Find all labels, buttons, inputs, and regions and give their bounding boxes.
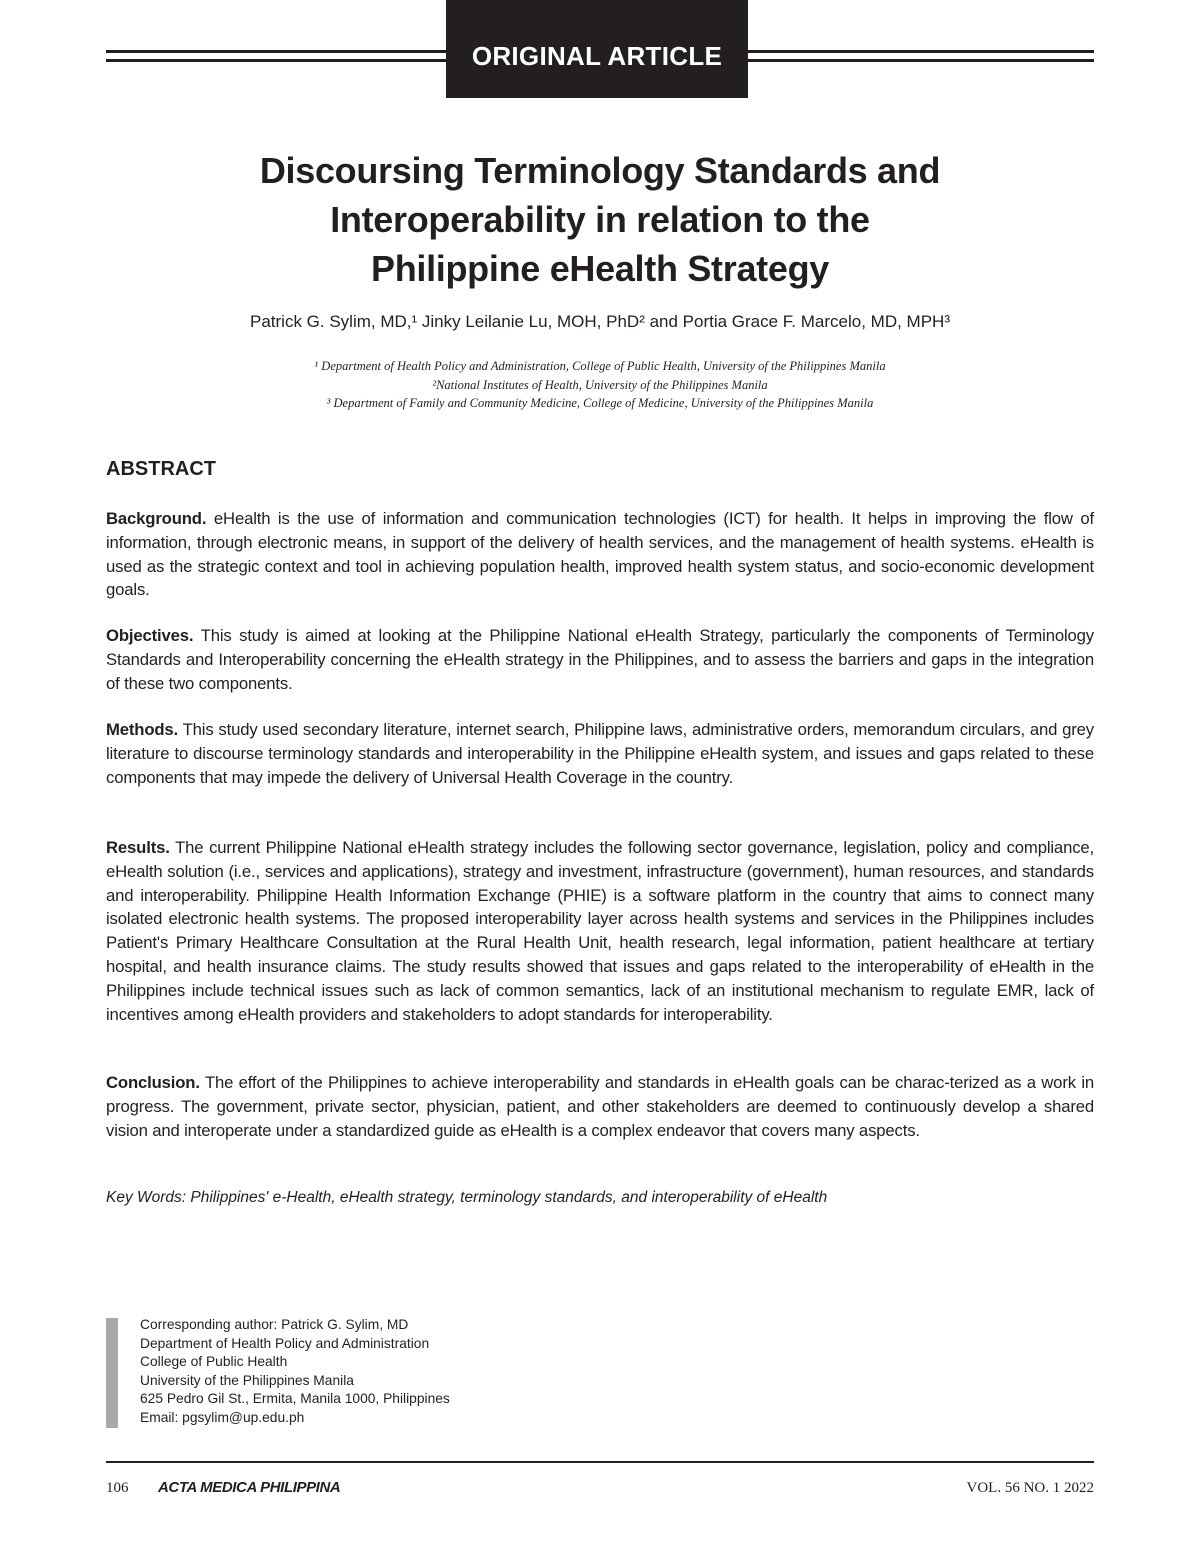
correspondence-line: College of Public Health [140,1354,288,1370]
section-label: Objectives. [106,626,194,645]
section-label: Results. [106,838,170,857]
section-text: The effort of the Philippines to achieve interoperability and standards in eHealth goals can be charac-terized as a work in progress. The government, private sector, physician, patient, and other stakeholders are deemed to continuously develop a shared vision and interoperate under a standardized guide as eHealth is a complex endeavor that covers many aspects. [106,1073,1095,1140]
abstract-background [106,507,1094,602]
abstract-heading: ABSTRACT [106,458,216,480]
title-line: Philippine eHealth Strategy [370,248,829,289]
section-text: This study used secondary literature, internet search, Philippine laws, administrative orders, memorandum circulars, and grey literature to discourse terminology standards and interoperability in the Philippine eHealth system, and issues and gaps related to these components that may impede the delivery of Universal Health Coverage in the country. [106,720,1095,787]
abstract-methods [106,718,1094,789]
section-text: eHealth is the use of information and communication technologies (ICT) for health. It helps in improving the flow of information, through electronic means, in support of the delivery of health services, and the management of health systems. eHealth is used as the strategic context and tool in achieving population health, improved health system status, and socio-economic development goals. [106,509,1094,600]
affiliation: ³ Department of Family and Community Medicine, College of Medicine, University of the Philippines Manila [326,396,874,410]
article-type-label: ORIGINAL ARTICLE [471,40,723,71]
section-text: This study is aimed at looking at the Philippine National eHealth Strategy, particularly the components of Terminology Standards and Interoperability concerning the eHealth strategy in the Philippines, and to assess the barriers and gaps in the integration of these two components. [106,626,1094,693]
affiliation: ²National Institutes of Health, University of the Philippines Manila [432,377,768,392]
article-type-banner [446,0,748,98]
keywords: Key Words: Philippines' e-Health, eHealth strategy, terminology standards, and interoperability of eHealth [106,1189,828,1206]
abstract-results [106,836,1094,1026]
section-label: Methods. [106,720,179,739]
section-label: Background. [106,509,207,528]
author-list: Patrick G. Sylim, MD,¹ Jinky Leilanie Lu, MOH, PhD² and Portia Grace F. Marcelo, MD, MPH³ [249,312,950,331]
correspondence-email: Email: pgsylim@up.edu.ph [140,1409,305,1425]
correspondence-line: 625 Pedro Gil St., Ermita, Manila 1000, Philippines [140,1391,450,1407]
abstract-conclusion [106,1071,1094,1142]
article-title [150,146,1050,293]
affiliation: ¹ Department of Health Policy and Administration, College of Public Health, University of the Philippines Manila [314,359,886,373]
section-text: The current Philippine National eHealth strategy includes the following sector governance, legislation, policy and compliance, eHealth solution (i.e., services and applications), strategy and investment, infrastructure (government), human resources, and standards and interoperability. Philippine Health Information Exchange (PHIE) is a software platform in the country that aims to connect many isolated electronic health systems. The proposed interoperability layer across health systems and services in the Philippines includes Patient's Primary Healthcare Consultation at the Rural Health Unit, health research, legal information, patient healthcare at tertiary hospital, and health insurance claims. The study results showed that issues and gaps related to the interoperability of eHealth in the Philippines include technical issues such as lack of common semantics, lack of an institutional mechanism to regulate EMR, lack of incentives among eHealth providers and stakeholders to adopt standards for interoperability. [106,838,1095,1024]
footer-rule [106,1461,1094,1463]
title-line: Interoperability in relation to the [330,199,870,240]
correspondence-block [140,1316,450,1428]
banner-rule-right [748,50,1094,62]
correspondence-line: University of the Philippines Manila [140,1372,354,1388]
affiliations [150,357,1050,413]
correspondence-line: Corresponding author: Patrick G. Sylim, MD [140,1317,409,1332]
banner-rule-left [106,50,446,62]
abstract-objectives [106,624,1094,695]
correspondence-line: Department of Health Policy and Administration [140,1335,430,1351]
page-number: 106 [106,1480,129,1496]
section-label: Conclusion. [106,1073,200,1092]
journal-name: ACTA MEDICA PHILIPPINA [158,1479,341,1496]
correspondence-accent-bar [106,1318,118,1428]
title-line: Discoursing Terminology Standards and [259,150,941,191]
volume-issue: VOL. 56 NO. 1 2022 [966,1480,1094,1496]
